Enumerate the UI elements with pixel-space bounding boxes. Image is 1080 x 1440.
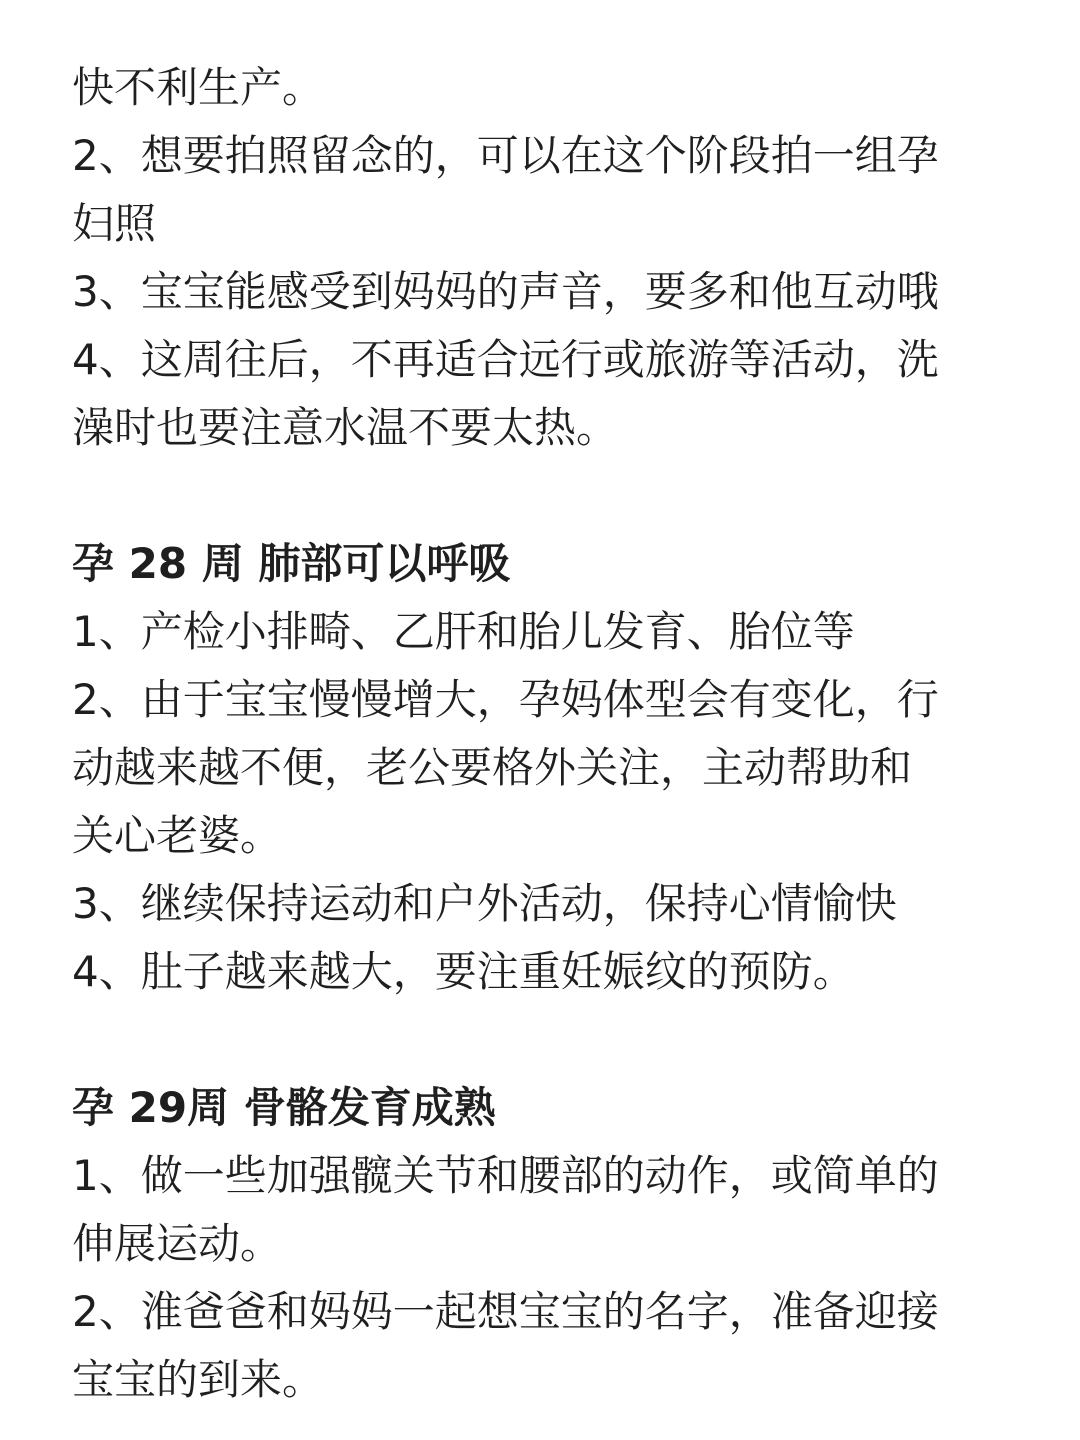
text-line: 1、做一些加强髋关节和腰部的动作，或简单的	[72, 1151, 939, 1200]
text-line: 3、继续保持运动和户外活动，保持心情愉快	[72, 879, 897, 928]
section-spacer	[72, 1006, 1008, 1074]
section-heading-week29: 孕 29周 骨骼发育成熟	[72, 1083, 496, 1132]
text-line: 动越来越不便，老公要格外关注，主动帮助和	[72, 743, 913, 792]
text-line: 关心老婆。	[72, 811, 283, 860]
section-spacer	[72, 462, 1008, 530]
text-line: 2、由于宝宝慢慢增大，孕妈体型会有变化，行	[72, 675, 939, 724]
intro-section	[72, 54, 1008, 462]
text-line: 2、淮爸爸和妈妈一起想宝宝的名字，准备迎接	[72, 1287, 939, 1336]
week29-section	[72, 1074, 1008, 1414]
text-line: 伸展运动。	[72, 1219, 283, 1268]
article-body	[72, 54, 1008, 1414]
text-line: 4、这周往后，不再适合远行或旅游等活动，洗	[72, 335, 939, 384]
week28-section	[72, 530, 1008, 1006]
text-line: 4、肚子越来越大，要注重妊娠纹的预防。	[72, 947, 855, 996]
text-line: 1、产检小排畸、乙肝和胎儿发育、胎位等	[72, 607, 855, 656]
text-line: 3、宝宝能感受到妈妈的声音，要多和他互动哦	[72, 267, 939, 316]
text-line: 妇照	[72, 199, 157, 248]
text-line: 宝宝的到来。	[72, 1355, 325, 1404]
text-line: 澡时也要注意水温不要太热。	[72, 403, 619, 452]
text-line: 快不利生产。	[72, 63, 325, 112]
section-heading-week28: 孕 28 周 肺部可以呼吸	[72, 539, 511, 588]
text-line: 2、想要拍照留念的，可以在这个阶段拍一组孕	[72, 131, 939, 180]
